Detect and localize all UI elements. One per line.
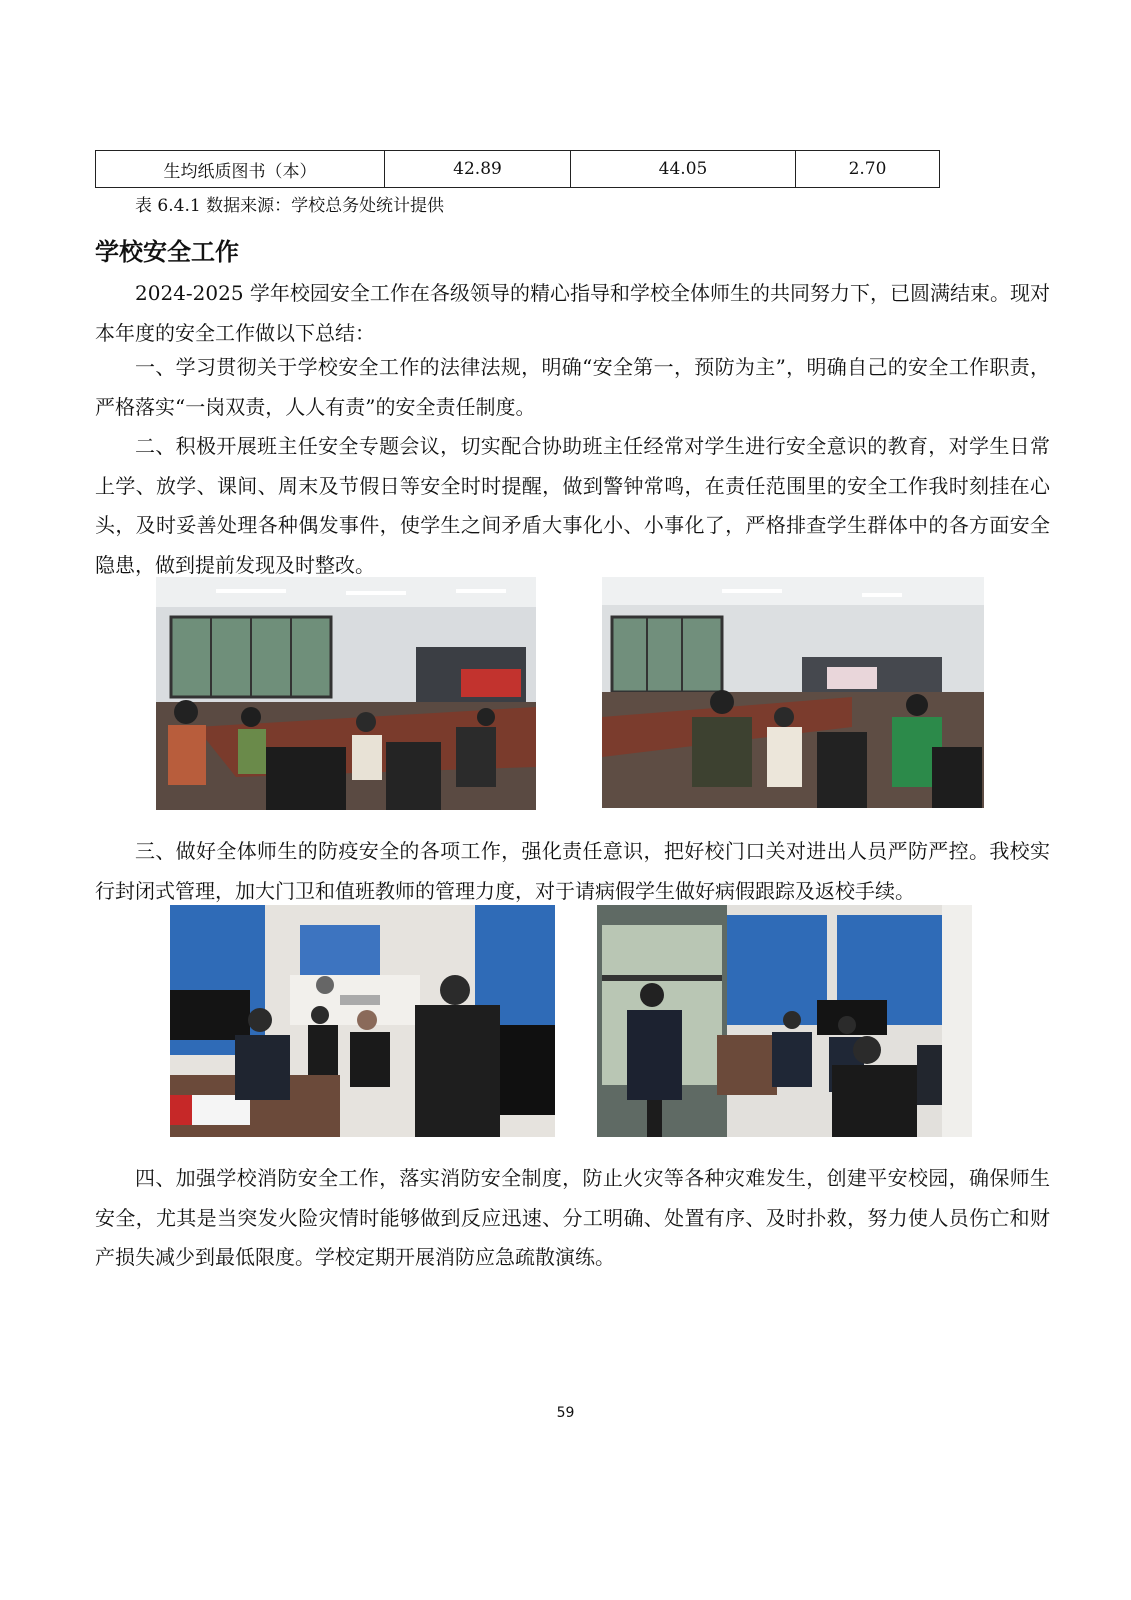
table-caption: 表 6.4.1 数据来源：学校总务处统计提供 bbox=[135, 196, 445, 216]
meeting-photo-1 bbox=[156, 577, 536, 810]
guard-room-photo-1 bbox=[170, 905, 555, 1137]
paragraph-intro: 2024-2025 学年校园安全工作在各级领导的精心指导和学校全体师生的共同努力下，已圆满结束。现对本年度的安全工作做以下总结： bbox=[95, 281, 1050, 345]
table-cell-value: 42.89 bbox=[385, 151, 571, 188]
table-cell-value: 44.05 bbox=[571, 151, 796, 188]
section-heading: 学校安全工作 bbox=[95, 238, 239, 266]
table-cell-value: 2.70 bbox=[796, 151, 940, 188]
paragraph-item-4: 四、加强学校消防安全工作，落实消防安全制度，防止火灾等各种灾难发生，创建平安校园，确保师生安全，尤其是当突发火险灾情时能够做到反应迅速、分工明确、处置有序、及时扑救，努力使人员伤亡和财产损失减少到最低限度。学校定期开展消防应急疏散演练。 bbox=[95, 1166, 1050, 1269]
paragraph-item-3: 三、做好全体师生的防疫安全的各项工作，强化责任意识，把好校门口关对进出人员严防严控。我校实行封闭式管理，加大门卫和值班教师的管理力度，对于请病假学生做好病假跟踪及返校手续。 bbox=[95, 839, 1050, 903]
meeting-photo-2 bbox=[602, 577, 984, 808]
paragraph-item-1: 一、学习贯彻关于学校安全工作的法律法规，明确“安全第一，预防为主”，明确自己的安全工作职责，严格落实“一岗双责，人人有责”的安全责任制度。 bbox=[95, 355, 1050, 419]
table-row bbox=[96, 151, 940, 188]
table-cell-label: 生均纸质图书（本） bbox=[96, 151, 385, 188]
statistics-table bbox=[95, 150, 940, 188]
page-number: 59 bbox=[556, 1405, 575, 1421]
paragraph-item-2: 二、积极开展班主任安全专题会议，切实配合协助班主任经常对学生进行安全意识的教育，对学生日常上学、放学、课间、周末及节假日等安全时时提醒，做到警钟常鸣，在责任范围里的安全工作我时刻挂在心头，及时妥善处理各种偶发事件，使学生之间矛盾大事化小、小事化了，严格排查学生群体中的各方面安全隐患，做到提前发现及时整改。 bbox=[95, 434, 1050, 577]
guard-room-photo-2 bbox=[597, 905, 972, 1137]
